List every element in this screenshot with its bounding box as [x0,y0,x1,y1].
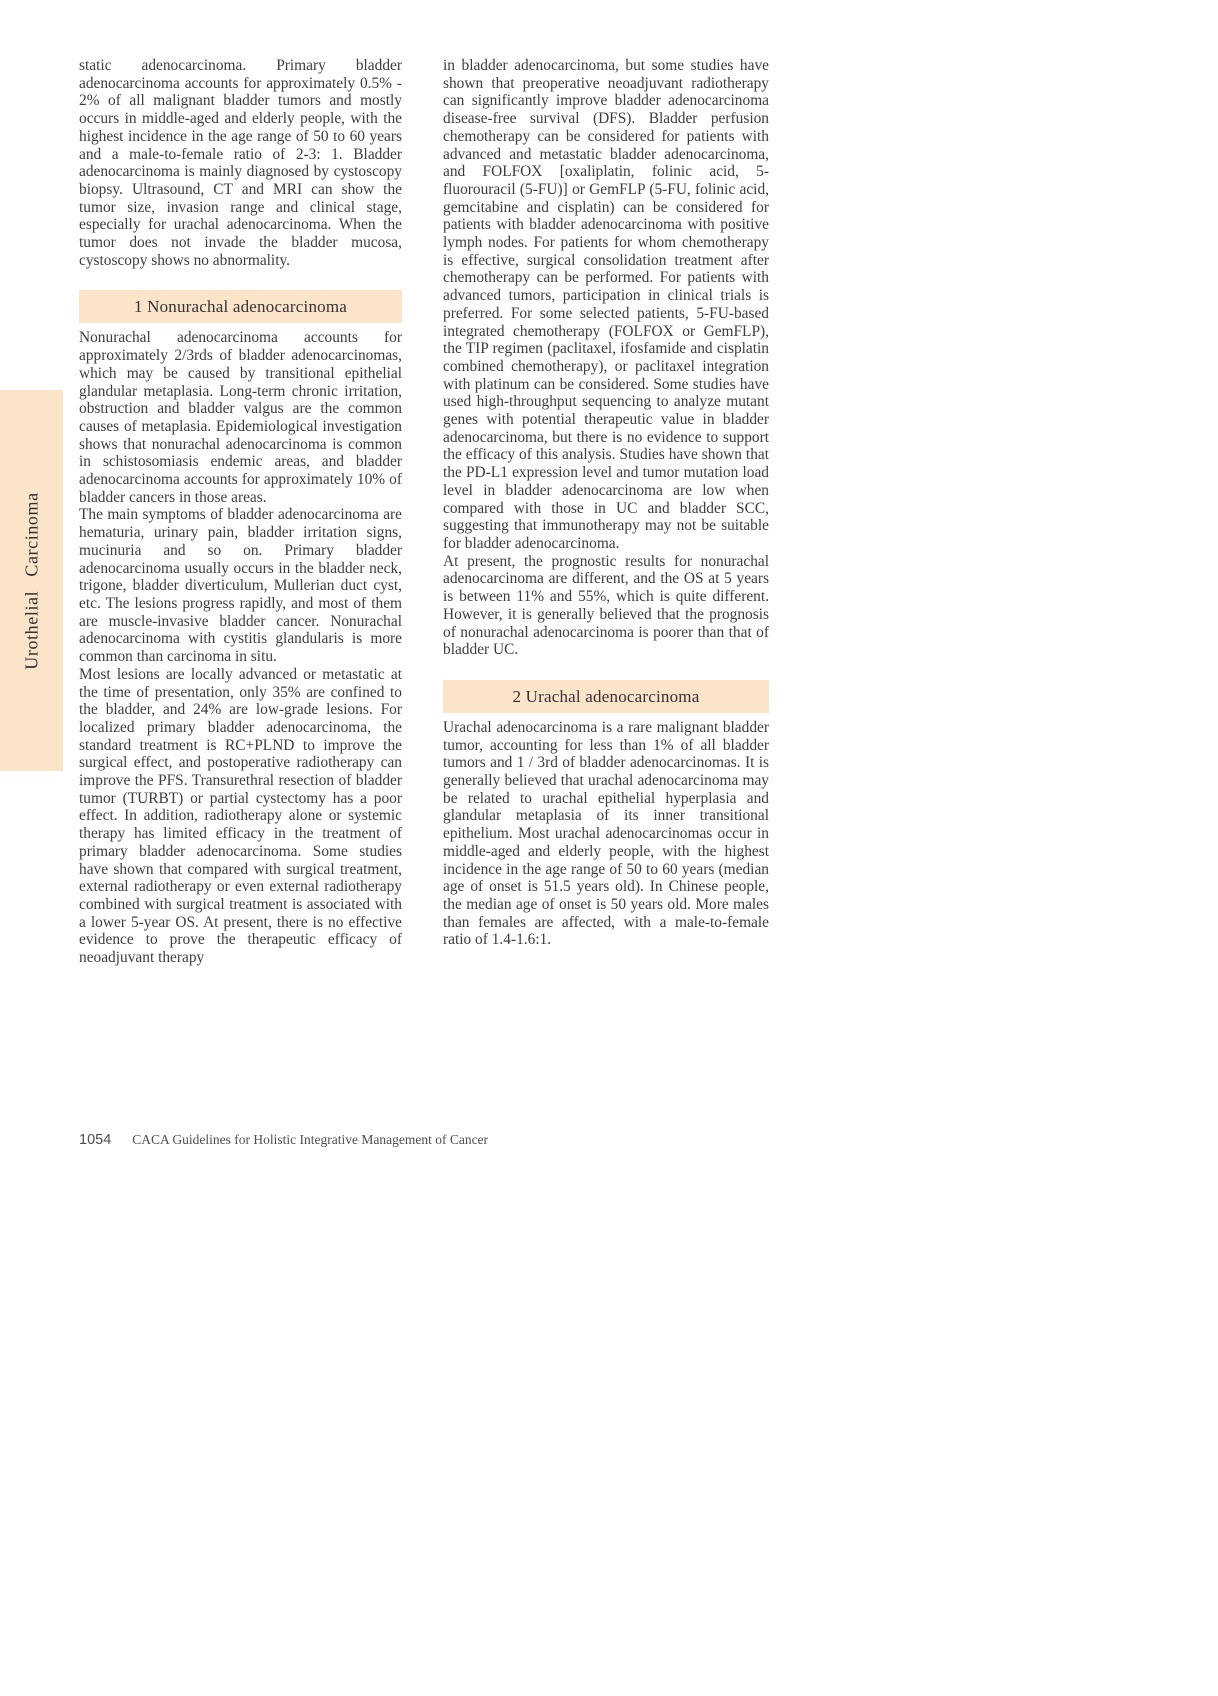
paragraph-prognosis: At present, the prognostic results for nonurachal adenocarcinoma are different, and the OS at 5 years is between 11% and 55%, which is quite different. However, it is generally believed that the prognosis of nonurachal adenocarcinoma is poorer than that of bladder UC. [443,552,769,659]
paragraph-intro: static adenocarcinoma. Primary bladder adenocarcinoma accounts for approximately 0.5% - 2% of all malignant bladder tumors and mostly occurs in middle-aged and elderly people, with the highest incidence in the age range of 50 to 60 years and a male-to-female ratio of 2-3: 1. Bladder adenocarcinoma is mainly diagnosed by cystoscopy biopsy. Ultrasound, CT and MRI can show the tumor size, invasion range and clinical stage, especially for urachal adenocarcinoma. When the tumor does not invade the bladder mucosa, cystoscopy shows no abnormality. [79,57,402,269]
column-right [443,57,769,949]
page-number: 1054 [79,1132,112,1148]
page-footer [79,1132,488,1148]
chapter-tab-label: Urothelial Carcinoma [21,491,41,670]
paragraph-urachal: Urachal adenocarcinoma is a rare malignant bladder tumor, accounting for less than 1% of all bladder tumors and 1 / 3rd of bladder adenocarcinomas. It is generally believed that urachal adenocarcinoma may be related to urachal epithelial hyperplasia and glandular metaplasia of its inner transitional epithelium. Most urachal adenocarcinomas occur in middle-aged and elderly people, with the highest incidence in the age range of 50 to 60 years (median age of onset is 51.5 years old). In Chinese people, the median age of onset is 50 years old. More males than females are affected, with a male-to-female ratio of 1.4-1.6:1. [443,718,769,949]
paragraph-treatment: Most lesions are locally advanced or metastatic at the time of presentation, only 35% are confined to the bladder, and 24% are low-grade lesions. For localized primary bladder adenocarcinoma, the standard treatment is RC+PLND to improve the surgical effect, and postoperative radiotherapy can improve the PFS. Transurethral resection of bladder tumor (TURBT) or partial cystectomy has a poor effect. In addition, radiotherapy alone or systemic therapy has limited efficacy in the treatment of primary bladder adenocarcinoma. Some studies have shown that compared with surgical treatment, external radiotherapy or even external radiotherapy combined with surgical treatment is associated with a lower 5-year OS. At present, there is no effective evidence to prove the therapeutic efficacy of neoadjuvant therapy [79,665,402,967]
section-heading-nonurachal: 1 Nonurachal adenocarcinoma [79,290,402,323]
chapter-tab [0,390,63,771]
paragraph-epidemiology: Nonurachal adenocarcinoma accounts for approximately 2/3rds of bladder adenocarcinomas, which may be caused by transitional epithelial glandular metaplasia. Long-term chronic irritation, obstruction and bladder valgus are the common causes of metaplasia. Epidemiological investigation shows that nonurachal adenocarcinoma is common in schistosomiasis endemic areas, and bladder adenocarcinoma accounts for approximately 10% of bladder cancers in those areas. [79,329,402,506]
column-left [79,57,402,967]
paragraph-symptoms: The main symptoms of bladder adenocarcinoma are hematuria, urinary pain, bladder irritation signs, mucinuria and so on. Primary bladder adenocarcinoma usually occurs in the bladder neck, trigone, bladder diverticulum, Mullerian duct cyst, etc. The lesions progress rapidly, and most of them are muscle-invasive bladder cancer. Nonurachal adenocarcinoma with cystitis glandularis is more common than carcinoma in situ. [79,506,402,666]
footer-running-title: CACA Guidelines for Holistic Integrative Management of Cancer [132,1132,489,1147]
paragraph-chemotherapy: in bladder adenocarcinoma, but some studies have shown that preoperative neoadjuvant radiotherapy can significantly improve bladder adenocarcinoma disease-free survival (DFS). Bladder perfusion chemotherapy can be considered for patients with advanced and metastatic bladder adenocarcinoma, and FOLFOX [oxaliplatin, folinic acid, 5-fluorouracil (5-FU)] or GemFLP (5-FU, folinic acid, gemcitabine and cisplatin) can be considered for patients with bladder adenocarcinoma with positive lymph nodes. For patients for whom chemotherapy is effective, surgical consolidation treatment after chemotherapy can be performed. For patients with advanced tumors, participation in clinical trials is preferred. For some selected patients, 5-FU-based integrated chemotherapy (FOLFOX or GemFLP), the TIP regimen (paclitaxel, ifosfamide and cisplatin combined chemotherapy), or paclitaxel integration with platinum can be considered. Some studies have used high-throughput sequencing to analyze mutant genes with potential therapeutic value in bladder adenocarcinoma, but there is no evidence to support the efficacy of this analysis. Studies have shown that the PD-L1 expression level and tumor mutation load level in bladder adenocarcinoma are low when compared with those in UC and bladder SCC, suggesting that immunotherapy may not be suitable for bladder adenocarcinoma. [443,57,769,552]
section-heading-urachal: 2 Urachal adenocarcinoma [443,680,769,713]
